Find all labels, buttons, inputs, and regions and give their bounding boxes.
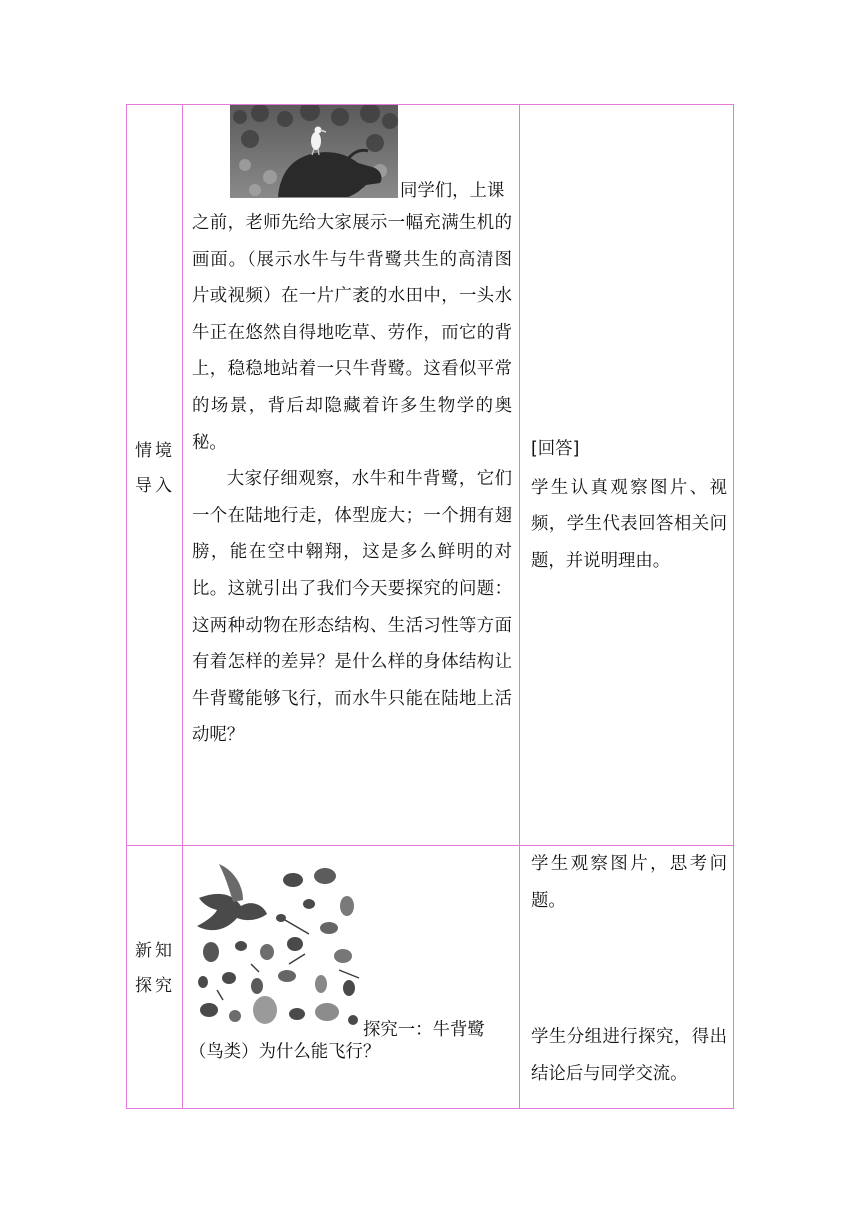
inquiry-title-line2: （鸟类）为什么能飞行？ (189, 1042, 381, 1062)
student-activity-cell (520, 846, 734, 1109)
student-text: 学生分组进行探究，得出结论后与同学交流。 (531, 1027, 727, 1084)
table-row (127, 105, 734, 846)
stage-label-line: 新知 (135, 941, 175, 961)
stage-label-line: 导入 (135, 476, 175, 496)
student-activity-cell (520, 105, 734, 846)
stage-label-line: 情境 (135, 441, 175, 461)
teacher-first-line: 同学们，上课 (400, 181, 505, 201)
stage-label-line: 探究 (135, 976, 175, 996)
teacher-activity-cell (183, 846, 520, 1109)
student-text: 学生认真观察图片、视频，学生代表回答相关问题，并说明理由。 (531, 477, 727, 571)
student-heading: [回答] (531, 439, 580, 459)
student-text: 学生观察图片，思考问题。 (531, 854, 727, 911)
stage-label-cell (127, 105, 183, 846)
birds-collage-image (189, 860, 363, 1032)
stage-label-cell (127, 846, 183, 1109)
teacher-paragraph-2: 大家仔细观察，水牛和牛背鹭，它们一个在陆地行走，体型庞大；一个拥有翅膀，能在空中翱翔，这是多么鲜明的对比。这就引出了我们今天要探究的问题：这两种动物在形态结构、生活习性等方面有着怎样的差异？是什么样的身体结构让牛背鹭能够飞行，而水牛只能在陆地上活动呢？ (192, 469, 512, 746)
teacher-activity-cell (183, 105, 520, 846)
buffalo-egret-photo (230, 105, 398, 198)
lesson-plan-table (126, 104, 734, 1109)
inquiry-title-line1: 探究一：牛背鹭 (363, 1020, 485, 1040)
table-row (127, 846, 734, 1109)
teacher-paragraph-1: 之前，老师先给大家展示一幅充满生机的画面。（展示水牛与牛背鹭共生的高清图片或视频）在一片广袤的水田中，一头水牛正在悠然自得地吃草、劳作，而它的背上，稳稳地站着一只牛背鹭。这看似平常的场景，背后却隐藏着许多生物学的奥秘。 (192, 213, 512, 453)
